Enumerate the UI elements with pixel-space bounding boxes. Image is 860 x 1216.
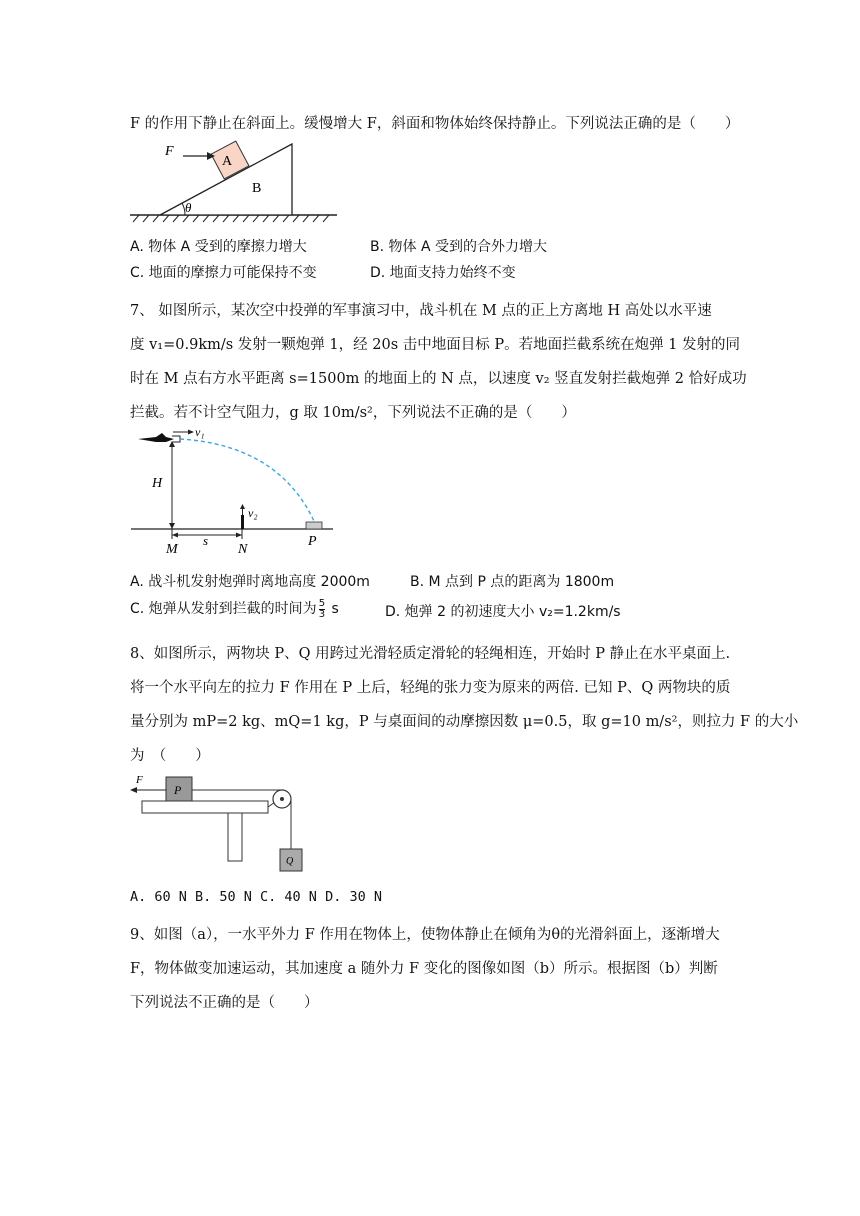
target-p	[306, 522, 322, 529]
q7-stem-line-2: 度 v₁=0.9km/s 发射一颗炮弹 1，经 20s 击中地面目标 P。若地面拦截系统在炮弹 1 发射的同	[130, 337, 741, 353]
table-top	[142, 801, 268, 813]
q7-option-d: D. 炮弹 2 的初速度大小 v₂=1.2km/s	[385, 604, 621, 620]
q6-block-b-label: B	[252, 181, 262, 196]
q8-stem-line-4: 为 （ ）	[130, 748, 210, 764]
q7-option-b: B. M 点到 P 点的距离为 1800m	[410, 574, 615, 590]
q7-v2-label: v₂	[248, 506, 258, 520]
q9-stem-line-2: F，物体做变加速运动，其加速度 a 随外力 F 变化的图像如图（b）所示。根据图（b）判断	[130, 961, 718, 977]
q7-stem-line-4: 拦截。若不计空气阻力，g 取 10m/s²，下列说法不正确的是（ ）	[130, 405, 576, 421]
q7-height-label: H	[152, 476, 163, 491]
q9-stem-line-3: 下列说法不正确的是（ ）	[130, 995, 319, 1011]
q7-m-label: M	[166, 542, 178, 555]
fighter-jet-icon	[138, 433, 174, 442]
q7-v1-label: v₁	[195, 425, 205, 439]
q8-block-q-label: Q	[286, 856, 294, 867]
q8-stem-line-3: 量分别为 mP=2 kg、mQ=1 kg，P 与桌面间的动摩擦因数 μ=0.5，取 g=10 m/s²，则拉力 F 的大小	[130, 714, 799, 730]
q7-figure	[128, 425, 348, 555]
q6-option-a: A. 物体 A 受到的摩擦力增大	[130, 239, 307, 255]
q7-option-c	[130, 598, 339, 620]
q8-force-label: F	[136, 774, 143, 786]
q8-stem-line-2: 将一个水平向左的拉力 F 作用在 P 上后，轻绳的张力变为原来的两倍. 已知 P、Q 两物块的质	[130, 680, 731, 696]
q6-option-b: B. 物体 A 受到的合外力增大	[370, 239, 547, 255]
q6-figure	[125, 138, 345, 228]
q6-force-label: F	[165, 144, 174, 159]
q6-angle-label: θ	[185, 200, 192, 215]
q7-p-label: P	[308, 534, 317, 549]
q7-option-c-unit: s	[331, 601, 339, 617]
trajectory-curve	[180, 439, 314, 521]
table-leg	[228, 813, 242, 861]
q7-stem-line-1: 7、 如图所示，某次空中投弹的军事演习中，战斗机在 M 点的正上方离地 H 高处以水平速	[130, 303, 712, 319]
q7-option-a: A. 战斗机发射炮弹时离地高度 2000m	[130, 574, 370, 590]
fraction-numerator: 5	[318, 597, 326, 609]
q6-block-a-label: A	[222, 154, 233, 169]
q9-stem-line-1: 9、如图（a），一水平外力 F 作用在物体上，使物体静止在倾角为θ的光滑斜面上，逐渐增大	[130, 927, 720, 943]
q8-block-p-label: P	[174, 783, 182, 797]
q6-option-d: D. 地面支持力始终不变	[370, 265, 516, 281]
q6-stem-line: F 的作用下静止在斜面上。缓慢增大 F，斜面和物体始终保持静止。下列说法正确的是（ ）	[130, 116, 740, 132]
q8-figure	[128, 770, 318, 880]
q7-option-c-fraction	[319, 599, 325, 620]
q8-stem-line-1: 8、如图所示，两物块 P、Q 用跨过光滑轻质定滑轮的轻绳相连，开始时 P 静止在水平桌面上.	[130, 646, 731, 662]
q7-option-c-text: C. 炮弹从发射到拦截的时间为	[130, 601, 317, 617]
q7-n-label: N	[238, 542, 248, 555]
q8-options: A. 60 N B. 50 N C. 40 N D. 30 N	[130, 889, 382, 905]
fraction-denominator: 3	[318, 608, 326, 620]
q6-option-c: C. 地面的摩擦力可能保持不变	[130, 265, 317, 281]
q7-stem-line-3: 时在 M 点右方水平距离 s=1500m 的地面上的 N 点，以速度 v₂ 竖直发射拦截炮弹 2 恰好成功	[130, 371, 747, 387]
q7-s-label: s	[203, 533, 209, 548]
